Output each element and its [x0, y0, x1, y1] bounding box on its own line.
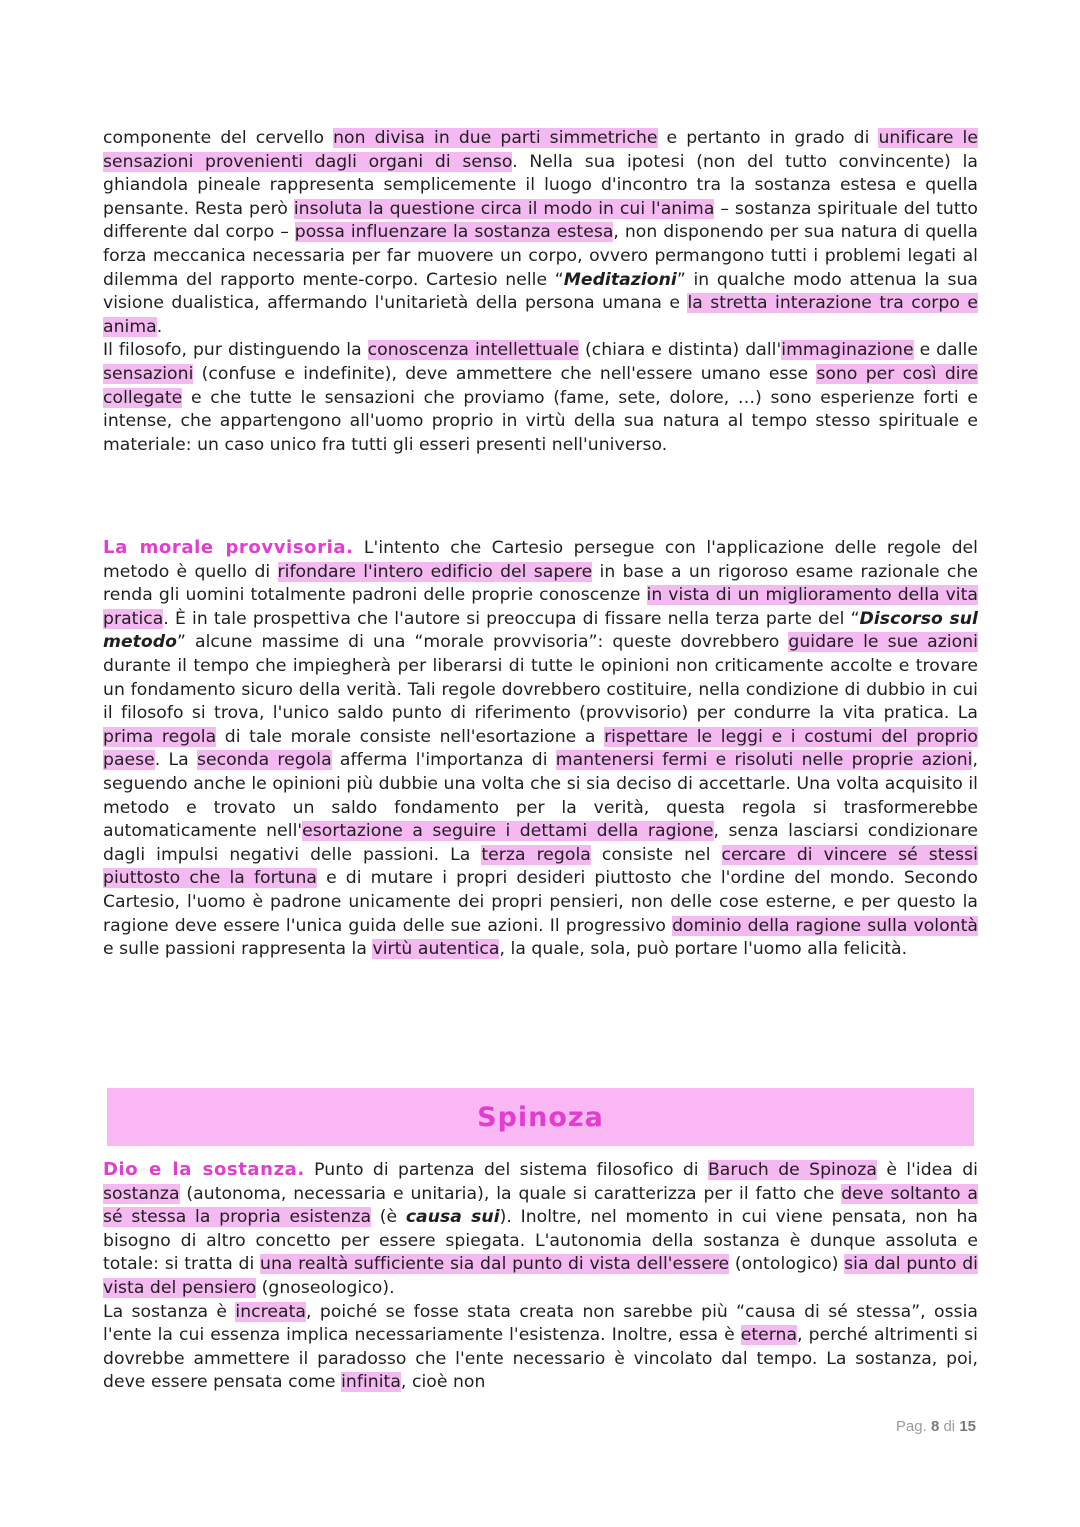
highlighted-text: conoscenza intellettuale	[367, 340, 579, 361]
text-run: , poiché se fosse stata creata non sarebbe più “causa di sé stessa”, ossia l'ente la cui essenza implica necessariamente l'esistenza. Inoltre, essa è	[103, 1301, 978, 1346]
highlighted-text: sensazioni	[103, 363, 194, 384]
text-run: .	[156, 316, 163, 337]
highlighted-text: rifondare l'intero edificio del sapere	[277, 561, 593, 582]
text-run: è l'idea di	[877, 1160, 978, 1180]
highlighted-text: deve soltanto a sé stessa la propria esistenza	[103, 1183, 978, 1228]
highlighted-text: Baruch de Spinoza	[707, 1160, 878, 1180]
highlighted-text: sono per così dire collegate	[103, 363, 978, 408]
highlighted-text: prima regola	[103, 726, 217, 747]
text-run: L'intento che Cartesio persegue con l'applicazione delle regole del metodo è quello di	[103, 538, 978, 582]
paragraph-sostanza-increata	[103, 1301, 978, 1395]
highlighted-text: infinita	[341, 1372, 401, 1393]
text-run: ” in qualche modo attenua la sua visione dualistica, affermando l'unitarietà della persona umana e	[103, 269, 978, 314]
text-run: Il filosofo, pur distinguendo la	[103, 340, 368, 361]
text-run: e pertanto in grado di	[657, 128, 879, 148]
title-citation: Meditazioni	[563, 269, 677, 290]
highlighted-text: non divisa in due parti simmetriche	[333, 128, 658, 148]
title-citation: Discorso sul metodo	[103, 608, 979, 653]
text-run: durante il tempo che impiegherà per liberarsi di tutte le opinioni non criticamente accolte e trovare un fondamento sicuro della verità. Tali regole dovrebbero costituire, nella condizione di dubbio in cui il filosofo si trova, l'unico saldo punto di riferimento (provvisorio) per condurre la vita pratica. La	[103, 655, 978, 724]
text-run: , senza lasciarsi condizionare dagli impulsi negativi delle passioni. La	[103, 821, 978, 865]
text-run: . La	[154, 750, 197, 771]
highlighted-text: increata	[235, 1301, 306, 1322]
paragraph-heading: Dio e la sostanza.	[103, 1159, 305, 1180]
text-run: e che tutte le sensazioni che proviamo (fame, sete, dolore, …) sono esperienze forti e intense, che appartengono all'uomo proprio in virtù della sua natura al tempo stesso spirituale e materiale: un caso unico fra tutti gli esseri presenti nell'universo.	[103, 387, 978, 455]
text-run: , seguendo anche le opinioni più dubbie una volta che si sia deciso di accettarle. Una volta acquisito il metodo e trovato un saldo fondamento per la verità, questa regola si trasformerebbe automaticamente nell'	[103, 750, 978, 842]
text-run: (gnoseologico).	[256, 1277, 395, 1298]
text-run: di tale morale consiste nell'esortazione a	[216, 726, 605, 747]
highlighted-text: terza regola	[481, 844, 591, 865]
paragraph-morale-provvisoria	[103, 536, 978, 962]
page-separator: di	[943, 1418, 956, 1435]
paragraph-dio-sostanza	[103, 1158, 978, 1301]
text-run: – sostanza spirituale del tutto differente dal corpo –	[103, 198, 978, 243]
spinoza-section	[103, 1158, 978, 1395]
text-run: componente del cervello	[103, 128, 334, 148]
paragraph-knowledge-sensations	[103, 339, 978, 457]
highlighted-text: guidare le sue azioni	[788, 632, 978, 653]
text-run: , la quale, sola, può portare l'uomo alla felicità.	[499, 939, 908, 960]
morale-section	[103, 536, 978, 962]
text-run: afferma l'importanza di	[331, 750, 556, 771]
highlighted-text: cercare di vincere sé stessi piuttosto che la fortuna	[103, 844, 978, 889]
highlighted-text: dominio della ragione sulla volontà	[672, 915, 978, 936]
cartesio-section	[103, 127, 978, 457]
text-run: (autonoma, necessaria e unitaria), la quale si caratterizza per il fatto che	[179, 1183, 842, 1204]
text-run: Punto di partenza del sistema filosofico di	[304, 1160, 708, 1180]
text-run: in base a un rigoroso esame razionale che renda gli uomini totalmente padroni delle proprie conoscenze	[103, 561, 978, 606]
text-run: consiste nel	[590, 844, 722, 865]
text-run: e dalle	[913, 340, 978, 361]
paragraph-pineal-gland	[103, 127, 978, 339]
highlighted-text: sia dal punto di vista del pensiero	[103, 1254, 978, 1298]
text-run: (ontologico)	[729, 1254, 845, 1275]
title-citation: causa sui	[405, 1207, 500, 1228]
highlighted-text: in vista di un miglioramento della vita pratica	[103, 585, 978, 629]
highlighted-text: mantenersi fermi e risoluti nelle proprie azioni	[555, 750, 973, 771]
highlighted-text: insoluta la questione circa il modo in cui l'anima	[293, 198, 715, 219]
highlighted-text: seconda regola	[196, 750, 332, 771]
highlighted-text: rispettare le leggi e i costumi del proprio paese	[103, 726, 978, 771]
text-run: . È in tale prospettiva che l'autore si preoccupa di fissare nella terza parte del “	[163, 608, 860, 629]
text-run: , cioè non	[400, 1372, 486, 1393]
text-run: e sulle passioni rappresenta la	[103, 939, 373, 960]
text-run: ). Inoltre, nel momento in cui viene pensata, non ha bisogno di altro concetto per essere spiegata. L'autonomia della sostanza è dunque assoluta e totale: si tratta di	[103, 1207, 978, 1275]
page-number	[896, 1418, 976, 1435]
highlighted-text: possa influenzare la sostanza estesa	[294, 222, 614, 243]
highlighted-text: sostanza	[103, 1183, 180, 1204]
section-banner	[107, 1088, 974, 1146]
highlighted-text: immaginazione	[781, 340, 914, 361]
highlighted-text: una realtà sufficiente sia dal punto di vista dell'essere	[260, 1254, 730, 1275]
highlighted-text: esortazione a seguire i dettami della ragione	[302, 821, 714, 842]
text-run: , perché altrimenti si dovrebbe ammettere il paradosso che l'ente necessario è vincolato dal tempo. La sostanza, poi, deve essere pensata come	[103, 1325, 978, 1393]
section-title-spinoza: Spinoza	[477, 1101, 604, 1133]
text-run: (è	[371, 1207, 406, 1228]
current-page: 8	[930, 1418, 940, 1435]
highlighted-text: la stretta interazione tra corpo e anima	[103, 293, 978, 337]
text-run: (chiara e distinta) dall'	[578, 340, 782, 361]
text-run: . Nella sua ipotesi (non del tutto convincente) la ghiandola pineale rappresenta semplicemente il luogo d'incontro tra la sostanza estesa e quella pensante. Resta però	[103, 151, 978, 219]
text-run: e di mutare i propri desideri piuttosto che l'ordine del mondo. Secondo Cartesio, l'uomo è padrone unicamente dei propri pensieri, non delle cose esterne, e per questo la ragione deve essere l'unica guida delle sue azioni. Il progressivo	[103, 868, 978, 936]
page-prefix: Pag.	[895, 1418, 927, 1435]
paragraph-heading: La morale provvisoria.	[103, 537, 354, 558]
highlighted-text: unificare le sensazioni provenienti dagli organi di senso	[103, 128, 978, 172]
text-run: , non disponendo per sua natura di quella forza meccanica necessaria per far muovere un corpo, ovvero permangono tutti i problemi legati al dilemma del rapporto mente-corpo. Cartesio nelle “	[103, 222, 978, 290]
text-run: (confuse e indefinite), deve ammettere che nell'essere umano esse	[193, 363, 817, 384]
highlighted-text: virtù autentica	[372, 939, 500, 960]
total-pages: 15	[959, 1418, 976, 1435]
text-run: La sostanza è	[103, 1301, 236, 1322]
highlighted-text: eterna	[740, 1325, 798, 1346]
text-run: ” alcune massime di una “morale provvisoria”: queste dovrebbero	[177, 632, 789, 653]
